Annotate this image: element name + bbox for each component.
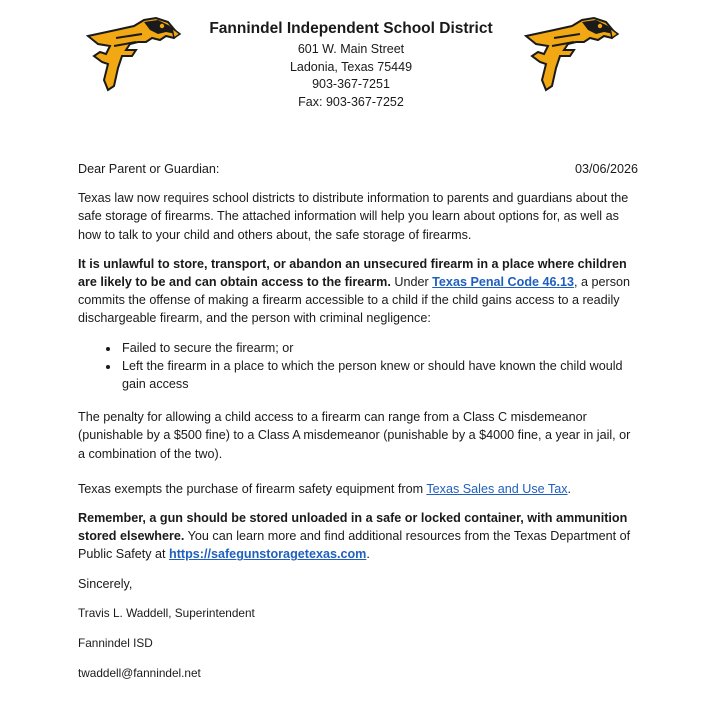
storage-text-pre: You can learn more and find additional resources from the Texas Department of Public Safety at (78, 529, 631, 562)
list-item: • Failed to secure the firearm; or (120, 339, 638, 357)
signature-name: Travis L. Waddell, Superintendent (78, 605, 255, 620)
list-item: • Left the firearm in a place to which the person knew or should have known the child would gain access (120, 357, 638, 393)
salutation-row (78, 160, 638, 178)
signature-email: twaddell@fannindel.net (78, 666, 201, 681)
district-phone: 903-367-7251 (312, 77, 390, 91)
closing: Sincerely, (78, 576, 133, 591)
safegunstorage-link[interactable]: https://safegunstoragetexas.com (169, 547, 367, 562)
district-fax: Fax: 903-367-7252 (298, 94, 404, 109)
storage-text-post: . (366, 547, 370, 562)
tax-text-pre: Texas exempts the purchase of firearm safety equipment from (78, 481, 427, 496)
sales-tax-link[interactable]: Texas Sales and Use Tax (426, 481, 568, 496)
law-text-pre: Under (390, 275, 433, 290)
letter-date: 03/06/2026 (574, 162, 638, 176)
district-address: 601 W. Main Street (297, 42, 405, 56)
district-name: Fannindel Independent School District (209, 20, 493, 37)
law-text-post: , a person commits the offense of making a firearm accessible to a child if the child gains access to a readily dischargeable firearm, and the person with criminal negligence: (78, 275, 631, 326)
district-city: Ladonia, Texas 75449 (289, 59, 413, 74)
salutation: Dear Parent or Guardian: (78, 162, 220, 176)
law-paragraph (78, 255, 638, 328)
penal-code-link[interactable]: Texas Penal Code 46.13 (432, 275, 575, 290)
law-bold-statement: It is unlawful to store, transport, or abandon an unsecured firearm in a place where children are likely to be and can obtain access to the firearm. (78, 256, 627, 290)
tax-paragraph (78, 480, 638, 498)
intro-paragraph: Texas law now requires school districts to distribute information to parents and guardians about the safe storage of firearms. The attached information will help you learn about options for, as well as how to talk to your child and others about, the safe storage of firearms. (78, 191, 629, 242)
tax-text-post: . (567, 481, 572, 496)
storage-paragraph (78, 509, 638, 564)
letterhead (0, 20, 702, 111)
letter-body (78, 160, 638, 682)
signature-org: Fannindel ISD (78, 636, 153, 651)
penalty-paragraph: The penalty for allowing a child access to a firearm can range from a Class C misdemeanor (punishable by a $500 fine) to a Class A misdemeanor (punishable by a $4000 fine, a year in jail, or a combination of the two). (78, 410, 631, 461)
negligence-list (78, 339, 638, 394)
storage-bold-statement: Remember, a gun should be stored unloaded in a safe or locked container, with ammunition stored elsewhere. (78, 511, 628, 544)
